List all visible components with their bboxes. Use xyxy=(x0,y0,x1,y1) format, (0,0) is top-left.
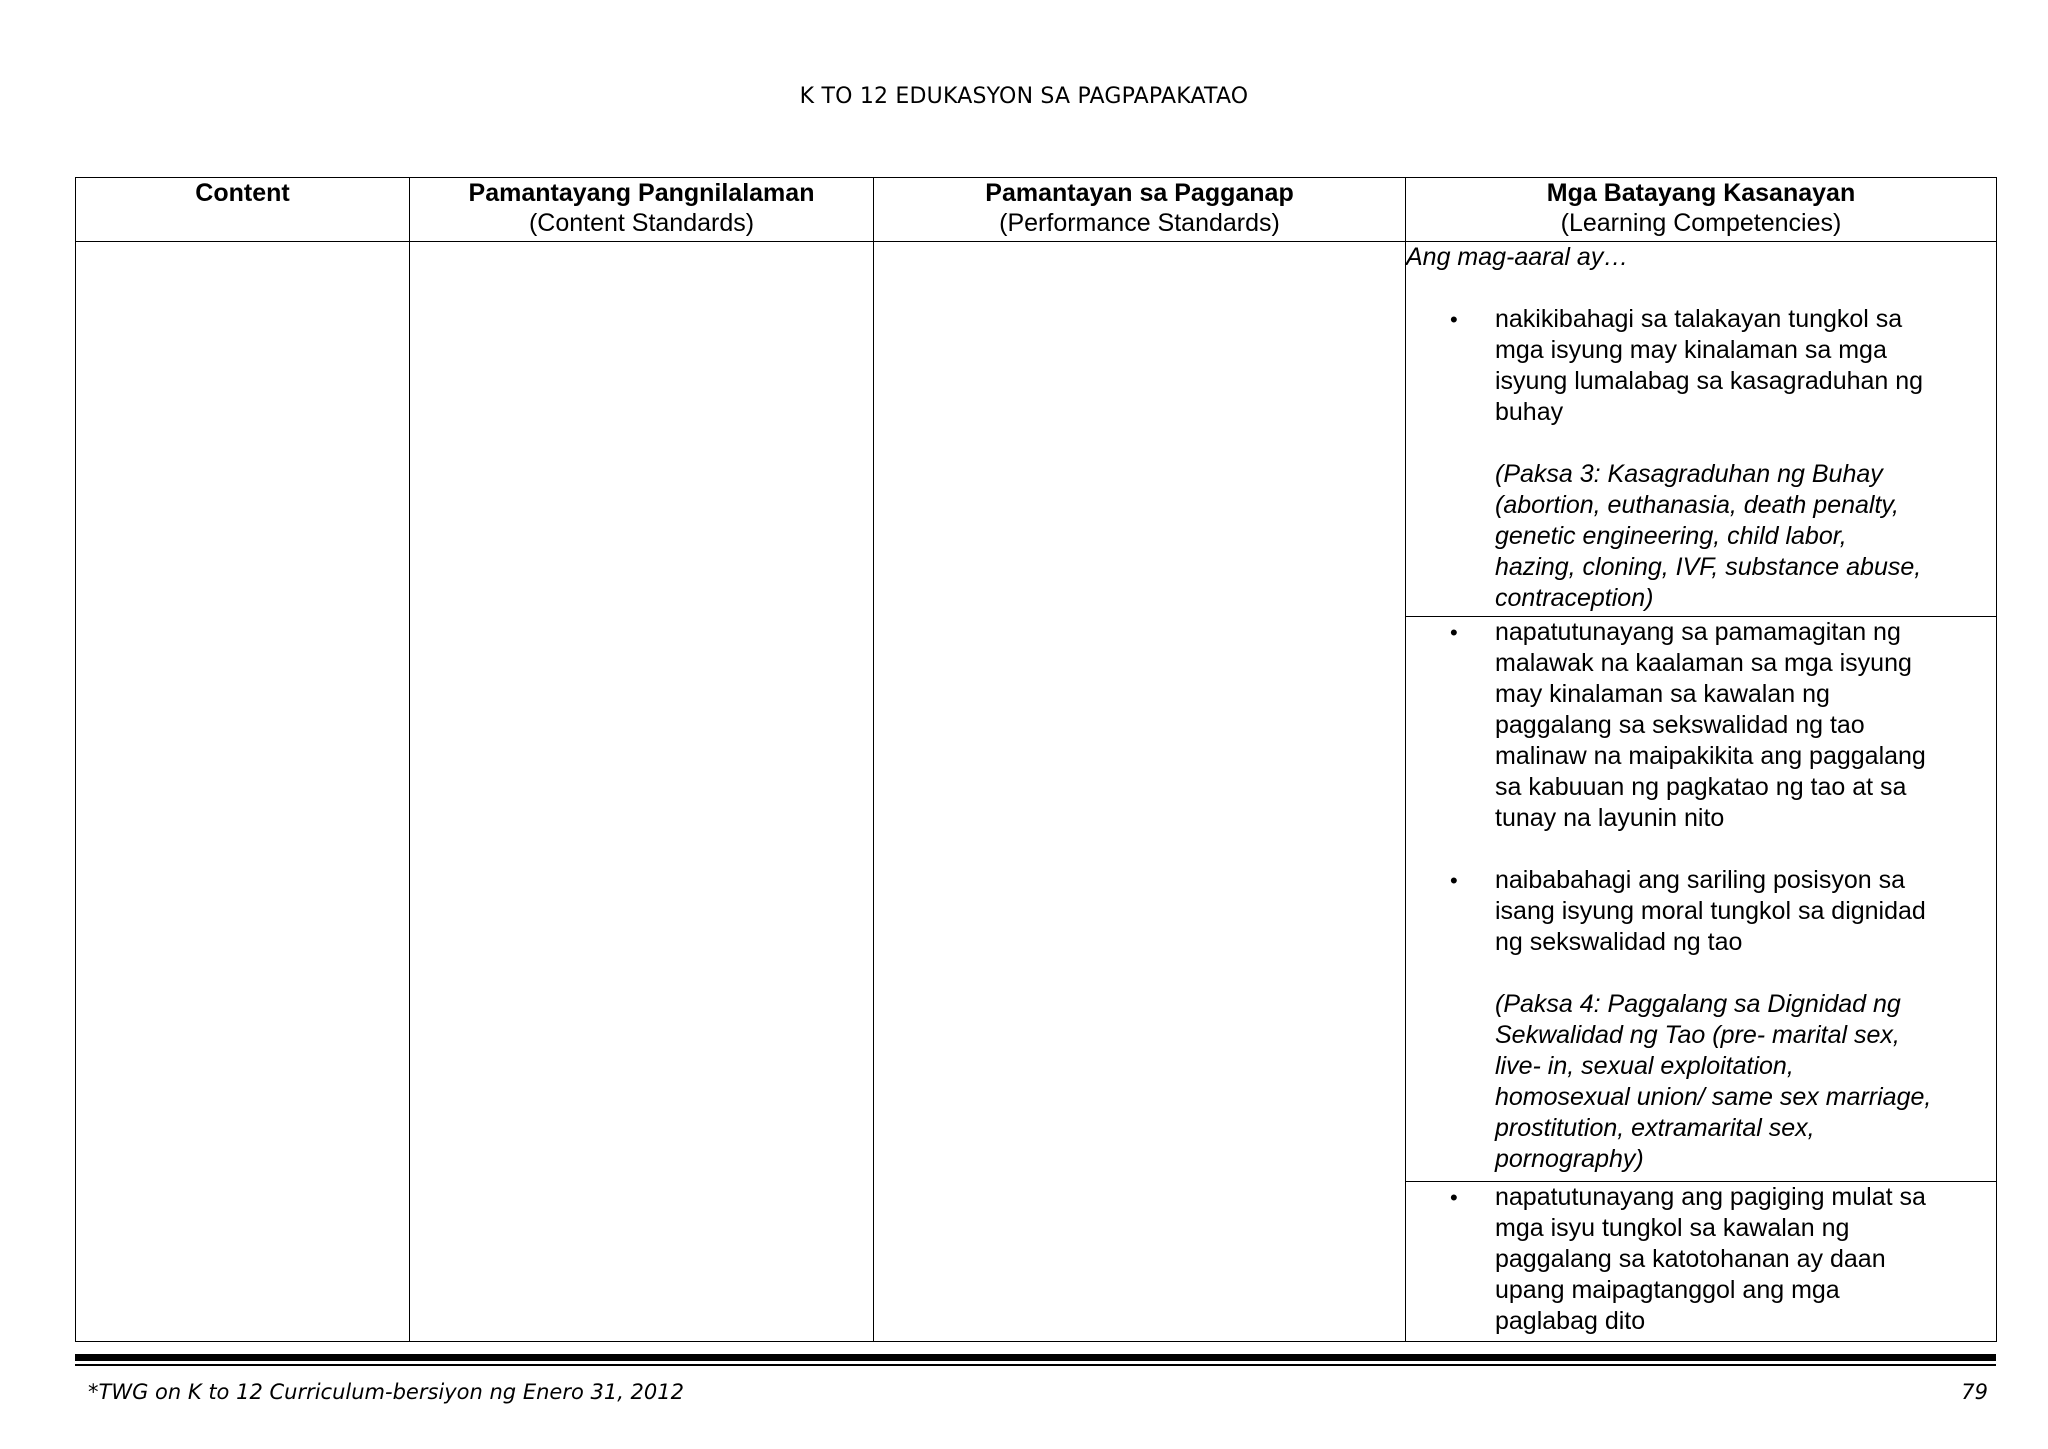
header-performance-standards xyxy=(874,178,1406,242)
header-title: Mga Batayang Kasanayan xyxy=(1546,179,1856,207)
line: (Paksa 4: Paggalang sa Dignidad ng xyxy=(1495,990,1901,1019)
bullet-icon: • xyxy=(1450,1184,1458,1210)
header-subtitle: (Performance Standards) xyxy=(999,209,1280,237)
intro-text: Ang mag-aaral ay… xyxy=(1406,243,1629,272)
page-header: K TO 12 EDUKASYON SA PAGPAPAKATAO xyxy=(799,84,1249,109)
competency-cell-1 xyxy=(1406,242,1997,617)
line: (Paksa 3: Kasagraduhan ng Buhay xyxy=(1495,460,1883,489)
line: pornography) xyxy=(1495,1145,1644,1174)
performance-standards-cell xyxy=(874,242,1406,1342)
bullet-icon: • xyxy=(1450,307,1458,333)
line: isang isyung moral tungkol sa dignidad xyxy=(1495,897,1926,926)
topic-note xyxy=(1406,459,1996,614)
line: sa kabuuan ng pagkatao ng tao at sa xyxy=(1495,773,1907,802)
header-title: Pamantayan sa Pagganap xyxy=(985,179,1294,207)
header-title: Pamantayang Pangnilalaman xyxy=(468,179,815,207)
line: paggalang sa sekswalidad ng tao xyxy=(1495,711,1865,740)
line: paglabag dito xyxy=(1495,1306,1646,1335)
line: malinaw na maipakikita ang paggalang xyxy=(1495,742,1926,771)
line: mga isyung may kinalaman sa mga xyxy=(1495,336,1887,365)
line: malawak na kaalaman sa mga isyung xyxy=(1495,649,1912,678)
line: genetic engineering, child labor, xyxy=(1495,522,1847,551)
header-learning-competencies xyxy=(1406,178,1997,242)
line: mga isyu tungkol sa kawalan ng xyxy=(1495,1213,1850,1242)
competency-cell-2 xyxy=(1406,617,1997,1181)
line: napatutunayang ang pagiging mulat sa xyxy=(1495,1182,1926,1211)
bullet-icon: • xyxy=(1450,868,1458,894)
line: prostitution, extramarital sex, xyxy=(1495,1114,1815,1143)
line: napatutunayang sa pamamagitan ng xyxy=(1495,618,1901,647)
footer-rule-thick xyxy=(75,1354,1996,1361)
curriculum-table xyxy=(75,177,1997,1342)
line: nakikibahagi sa talakayan tungkol sa xyxy=(1495,305,1903,334)
footer-note: *TWG on K to 12 Curriculum-bersiyon ng Enero 31, 2012 xyxy=(88,1380,684,1404)
header-subtitle: (Content Standards) xyxy=(528,209,755,237)
competency-item xyxy=(1406,617,1996,834)
line: paggalang sa katotohanan ay daan xyxy=(1495,1244,1886,1273)
line: live- in, sexual exploitation, xyxy=(1495,1052,1794,1081)
footer-rule-thin xyxy=(75,1364,1996,1366)
line: upang maipagtanggol ang mga xyxy=(1495,1275,1840,1304)
line: ng sekswalidad ng tao xyxy=(1495,928,1743,957)
line: tunay na layunin nito xyxy=(1495,804,1725,833)
topic-note xyxy=(1406,989,1996,1175)
line: hazing, cloning, IVF, substance abuse, xyxy=(1495,553,1922,582)
competency-cell-3 xyxy=(1406,1181,1997,1341)
line: may kinalaman sa kawalan ng xyxy=(1495,680,1830,709)
line: contraception) xyxy=(1495,584,1654,613)
header-title: Content xyxy=(195,179,290,207)
table-row xyxy=(76,242,1997,617)
header-subtitle: (Learning Competencies) xyxy=(1560,209,1842,237)
line: Sekwalidad ng Tao (pre- marital sex, xyxy=(1495,1021,1900,1050)
line: isyung lumalabag sa kasagraduhan ng xyxy=(1495,367,1924,396)
competency-item xyxy=(1406,304,1996,428)
competency-item xyxy=(1406,865,1996,958)
line: naibabahagi ang sariling posisyon sa xyxy=(1495,866,1906,895)
header-content xyxy=(76,178,410,242)
line: buhay xyxy=(1495,398,1564,427)
content-cell xyxy=(76,242,410,1342)
content-standards-cell xyxy=(410,242,874,1342)
page-number: 79 xyxy=(1961,1380,1988,1404)
competency-item xyxy=(1406,1182,1996,1337)
line: homosexual union/ same sex marriage, xyxy=(1495,1083,1932,1112)
bullet-icon: • xyxy=(1450,620,1458,646)
line: (abortion, euthanasia, death penalty, xyxy=(1495,491,1899,520)
table-header-row xyxy=(76,178,1997,242)
header-content-standards xyxy=(410,178,874,242)
